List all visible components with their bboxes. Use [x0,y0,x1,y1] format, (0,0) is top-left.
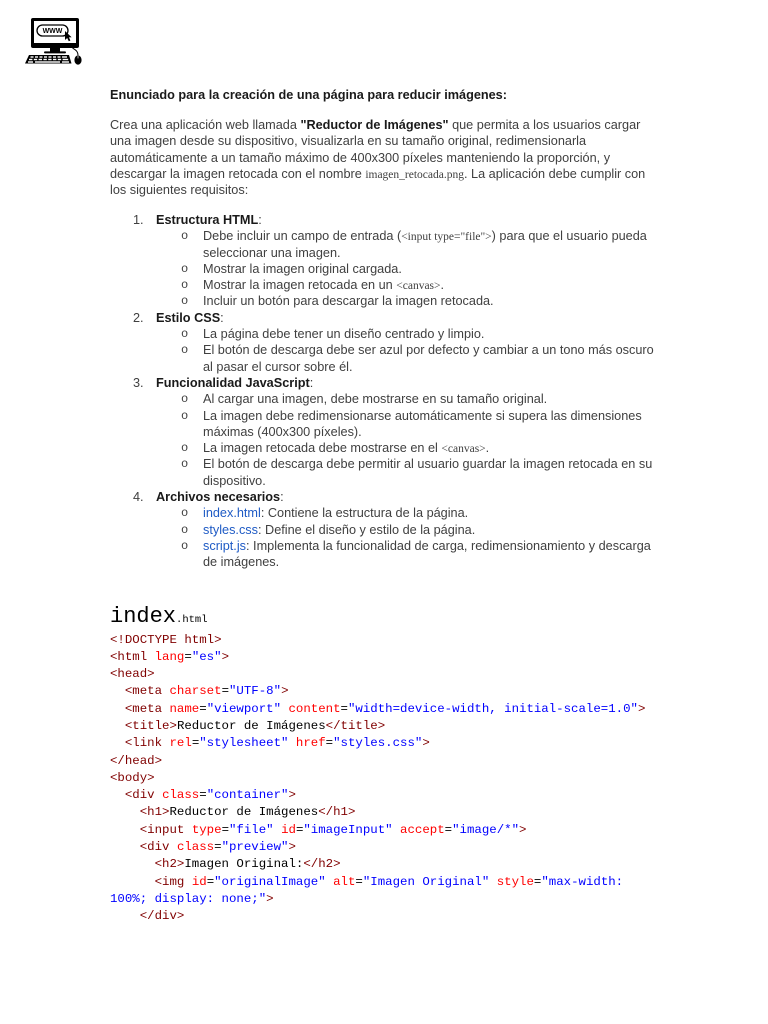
code-text: = [221,822,229,837]
code-attr-name: content [288,701,341,716]
code-tag: <h2> [154,857,185,872]
text-run: . [440,278,445,293]
text-run: Mostrar la imagen retocada en un [203,278,397,293]
requirement-bullets [156,228,660,309]
code-text: = [206,874,215,889]
text-run: La imagen retocada debe mostrarse en el [203,441,442,456]
bullet-item [156,228,660,261]
bullet-item [156,408,660,441]
code-text: = [533,874,542,889]
text-run: El botón de descarga debe ser azul por defecto y cambiar a un tono más oscuro al pasar el cursor sobre él. [203,343,654,374]
code-tag: <div [124,788,155,803]
code-line [110,908,658,925]
bullet-item [156,326,660,342]
text-run: El botón de descarga debe permitir al usuario guardar la imagen retocada en su dispositivo. [203,457,653,488]
bullet-item [156,522,660,538]
code-line [110,666,658,683]
code-text [393,823,400,837]
code-line [110,822,658,839]
document-title: Enunciado para la creación de una página para reducir imágenes: [110,88,507,102]
code-text [110,857,155,871]
requirement-title-suffix: : [258,213,262,227]
code-attr-name: class [162,788,200,803]
code-text [110,684,125,698]
code-text: = [184,649,192,664]
bold-text: "Reductor de Imágenes" [300,118,449,132]
code-attr-name: id [281,822,296,837]
code-attr-value: "UTF-8" [229,684,282,699]
code-text [110,875,155,889]
code-attr-value: "max-width: 100%; display: none;" [110,874,631,906]
text-run: : Define el diseño y estilo de la página. [258,522,476,537]
bullet-marker: o [181,392,189,407]
bullet-marker: o [181,294,189,309]
requirement-title-suffix: : [280,490,284,505]
bullet-marker: o [181,278,189,293]
code-text [184,823,191,837]
code-line [110,804,658,821]
code-attr-value: "stylesheet" [199,736,289,751]
code-line [110,787,658,804]
code-text [184,875,191,889]
requirement-number: 2. [133,310,144,325]
code-text [147,650,154,664]
code-text [110,702,125,716]
inline-code: <canvas> [441,443,486,456]
code-line [110,701,658,718]
bullet-item [156,440,660,456]
code-tag: <img [154,874,185,889]
requirements-list [110,212,660,571]
code-tag: <input [139,822,185,837]
code-tag: <link [124,736,163,751]
inline-code: imagen_retocada.png [365,168,464,181]
requirement-title: Archivos necesarios [156,490,281,505]
code-tag: > [422,736,430,751]
code-attr-value: "container" [206,788,289,803]
code-text [274,823,281,837]
code-tag: </h2> [303,857,341,872]
text-run: Crea una aplicación web llamada [110,118,301,132]
code-line [110,753,658,770]
code-file-heading [110,604,208,633]
code-text: = [191,736,200,751]
code-line [110,632,658,649]
requirement-number: 4. [133,490,144,505]
requirement-title: Funcionalidad JavaScript [156,375,310,390]
bullet-item [156,261,660,277]
code-attr-value: "Imagen Original" [362,874,490,889]
code-attr-value: "preview" [221,840,289,855]
code-attr-name: name [169,701,200,716]
text-run: Mostrar la imagen original cargada. [203,261,402,276]
code-line [110,683,658,700]
requirement-title-suffix: : [220,310,224,325]
code-line [110,874,658,909]
code-attr-name: alt [333,874,356,889]
text-run: ) para que el usuario pueda seleccionar una imagen. [203,229,647,260]
code-tag: <!DOCTYPE html> [110,632,222,647]
bullet-marker: o [181,457,189,472]
code-tag: <body> [110,770,155,785]
file-name: script.js [203,538,246,553]
code-text: Reductor de Imágenes [169,805,319,820]
code-line [110,718,658,735]
requirement-bullets [156,391,660,489]
bullet-marker: o [181,522,189,537]
requirement-number: 3. [133,375,144,390]
bullet-item [156,456,660,489]
code-tag: <meta [124,684,163,699]
code-tag: <title> [124,718,177,733]
code-text [110,840,140,854]
code-line [110,649,658,666]
code-text [110,909,140,923]
code-tag: <meta [124,701,163,716]
code-tag: > [637,701,646,716]
code-text [326,875,333,889]
code-attr-value: "width=device-width, initial-scale=1.0" [347,701,638,716]
requirement-bullets [156,505,660,570]
code-tag: > [288,840,296,855]
code-text [110,719,125,733]
code-tag: <html [110,649,148,664]
code-line [110,856,658,873]
code-text [489,875,496,889]
code-attr-value: "imageInput" [303,822,393,837]
requirement-title: Estilo CSS [156,310,221,325]
bullet-marker: o [181,327,189,342]
code-tag: </title> [325,718,386,733]
code-tag: > [281,684,289,699]
code-attr-value: "styles.css" [333,736,423,751]
requirement-item [110,310,660,375]
code-tag: > [221,649,229,664]
text-run: Debe incluir un campo de entrada ( [203,229,402,244]
text-run: Incluir un botón para descargar la imagen retocada. [203,294,494,309]
code-tag: <head> [110,667,155,682]
code-tag: <h1> [139,805,170,820]
code-text [110,823,140,837]
code-line [110,770,658,787]
requirement-title: Estructura HTML [156,213,259,227]
code-file-name: index [110,604,177,629]
code-attr-name: class [176,840,215,855]
code-attr-name: type [191,822,222,837]
code-tag: > [266,891,274,906]
text-run: . La aplicación debe cumplir con los siguientes requisitos: [110,166,646,198]
computer-www-icon [24,16,84,66]
code-attr-name: charset [169,684,222,699]
text-run: que permita a los usuarios cargar una imagen desde su dispositivo, visualizarla en su tamaño original, redimensionarla automáticamente a un tamaño máximo de 400x300 píxeles manteniendo la proporción, y descargar la imagen retocada con el nombre [110,118,641,181]
code-line [110,735,658,752]
code-attr-value: "es" [191,649,222,664]
code-text: = [214,840,222,855]
code-text: = [221,684,229,699]
code-attr-value: "originalImage" [214,874,326,889]
bullet-marker: o [181,408,189,423]
code-text [162,702,169,716]
code-text [110,736,125,750]
inline-code: <canvas> [396,280,441,293]
file-name: styles.css [203,522,258,537]
requirement-bullets [156,326,660,375]
code-line [110,839,658,856]
code-text [110,788,125,802]
icon-www-label: WWW [42,28,63,36]
text-run: : Implementa la funcionalidad de carga, redimensionamiento y descarga de imágenes. [203,538,651,570]
bullet-item [156,538,660,571]
code-attr-name: href [295,736,326,751]
code-text: = [340,701,348,716]
code-tag: </h1> [318,805,356,820]
bullet-marker: o [181,229,189,244]
requirement-item [110,212,660,310]
bullet-item [156,342,660,375]
code-text [288,736,295,750]
code-listing [110,632,658,926]
text-run: La imagen debe redimensionarse automáticamente si supera las dimensiones máximas (400x300 píxeles). [203,408,642,439]
code-text: Imagen Original: [184,857,304,872]
code-text: = [325,736,334,751]
code-text [170,840,177,854]
intro-paragraph [110,117,660,198]
bullet-marker: o [181,441,189,456]
text-run: : Contiene la estructura de la página. [260,506,469,521]
file-name: index.html [203,506,261,521]
text-run: . [485,441,490,456]
requirement-title-suffix: : [309,375,314,390]
code-text [162,736,169,750]
bullet-item [156,293,660,309]
code-text: Reductor de Imágenes [176,718,326,733]
code-text [155,788,162,802]
code-tag: <div [139,840,170,855]
code-tag: > [519,822,527,837]
bullet-item [156,505,660,521]
code-attr-value: "file" [229,822,274,837]
code-tag: > [288,788,296,803]
requirement-item [110,375,660,489]
code-attr-name: rel [169,736,192,751]
requirement-number: 1. [133,213,144,227]
code-text [110,805,140,819]
bullet-item [156,277,660,293]
code-tag: </div> [139,909,185,924]
bullet-item [156,391,660,407]
text-run: Al cargar una imagen, debe mostrarse en su tamaño original. [203,392,548,407]
code-text: = [444,822,453,837]
code-attr-name: style [496,874,534,889]
code-text: = [199,701,207,716]
code-attr-name: accept [400,822,445,837]
bullet-marker: o [181,261,189,276]
code-text: = [199,788,207,803]
code-attr-name: id [191,874,207,889]
code-file-extension: .html [176,614,208,626]
code-text: = [295,822,304,837]
code-text [162,684,169,698]
bullet-marker: o [181,343,189,358]
code-attr-name: lang [154,649,185,664]
bullet-marker: o [181,538,189,553]
bullet-marker: o [181,506,189,521]
code-tag: </head> [110,753,163,768]
code-text: = [355,874,363,889]
requirement-item [110,489,660,570]
code-attr-value: "viewport" [206,701,282,716]
inline-code: <input type="file"> [401,231,492,244]
code-attr-value: "image/*" [452,822,520,837]
text-run: La página debe tener un diseño centrado y limpio. [203,327,485,342]
